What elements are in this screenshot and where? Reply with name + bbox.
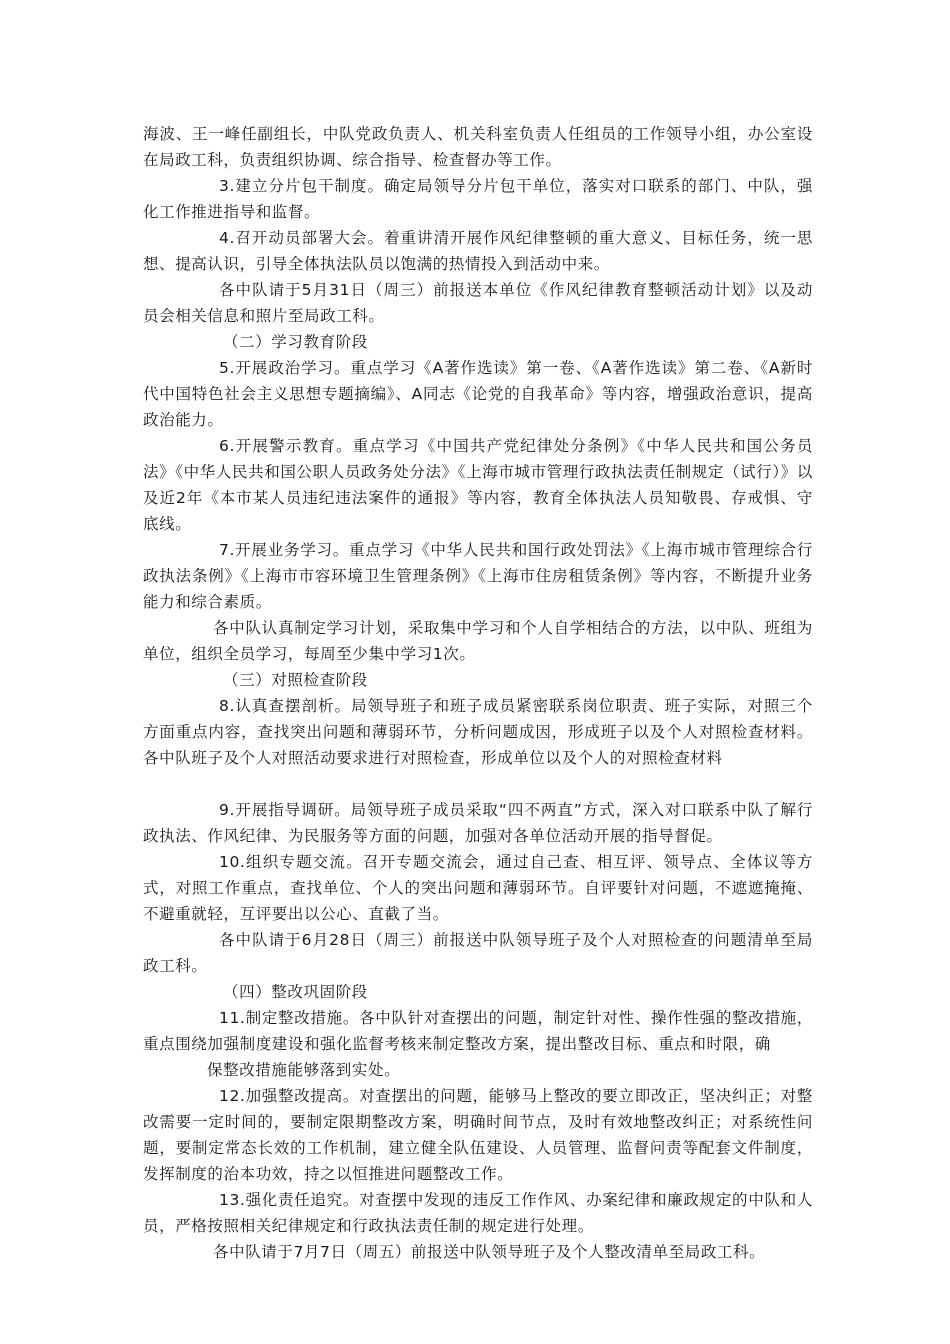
paragraph-deadline-july: 各中队请于7月7日（周五）前报送中队领导班子及个人整改清单至局政工科。 [213, 1243, 766, 1261]
section-heading-check: （三）对照检查阶段 [223, 671, 368, 689]
paragraph-item-6: 6.开展警示教育。重点学习《中国共产党纪律处分条例》《中华人民共和国公务员法》《中华人民共和国公职人员政务处分法》《上海市城市管理行政执法责任制规定（试行）》以及近2年《本市某人员违纪违法案件的通报》等内容，教育全体执法人员知敬畏、存戒惧、守底线。 [143, 437, 813, 533]
paragraph-item-3: 3.建立分片包干制度。确定局领导分片包干单位，落实对口联系的部门、中队，强化工作推进指导和监督。 [143, 177, 813, 221]
paragraph-item-11-continued: 保整改措施能够落到实处。 [207, 1061, 401, 1079]
paragraph-item-9: 9.开展指导调研。局领导班子成员采取“四不两直”方式，深入对口联系中队了解行政执法、作风纪律、为民服务等方面的问题，加强对各单位活动开展的指导督促。 [143, 801, 813, 845]
section-heading-study: （二）学习教育阶段 [223, 333, 368, 351]
paragraph-item-12: 12.加强整改提高。对查摆出的问题，能够马上整改的要立即改正，坚决纠正；对整改需要一定时间的，要制定限期整改方案，明确时间节点，及时有效地整改纠正；对系统性问题，要制定常态长效的工作机制，建立健全队伍建设、人员管理、监督问责等配套文件制度，发挥制度的治本功效，持之以恒推进问题整改工作。 [143, 1087, 813, 1183]
paragraph-deadline-june: 各中队请于6月28日（周三）前报送中队领导班子及个人对照检查的问题清单至局政工科。 [143, 931, 813, 975]
blank-line [143, 771, 813, 797]
paragraph-item-4: 4.召开动员部署大会。着重讲清开展作风纪律整顿的重大意义、目标任务，统一思想、提高认识，引导全体执法队员以饱满的热情投入到活动中来。 [143, 229, 813, 273]
paragraph-item-11: 11.制定整改措施。各中队针对查摆出的问题，制定针对性、操作性强的整改措施，重点围绕加强制度建设和强化监督考核来制定整改方案，提出整改目标、重点和时限，确 [143, 1009, 813, 1053]
section-heading-rectify: （四）整改巩固阶段 [223, 983, 368, 1001]
paragraph-study-plan: 各中队认真制定学习计划，采取集中学习和个人自学相结合的方法，以中队、班组为单位，组织全员学习，每周至少集中学习1次。 [143, 619, 813, 663]
paragraph-item-13: 13.强化责任追究。对查摆中发现的违反工作作风、办案纪律和廉政规定的中队和人员，严格按照相关纪律规定和行政执法责任制的规定进行处理。 [143, 1191, 813, 1235]
paragraph-leader-group: 海波、王一峰任副组长，中队党政负责人、机关科室负责人任组员的工作领导小组，办公室设在局政工科，负责组织协调、综合指导、检查督办等工作。 [143, 125, 813, 169]
paragraph-item-10: 10.组织专题交流。召开专题交流会，通过自己查、相互评、领导点、全体议等方式，对照工作重点，查找单位、个人的突出问题和薄弱环节。自评要针对问题，不遮遮掩掩、不避重就轻，互评要出以公心、直截了当。 [143, 853, 813, 923]
paragraph-item-5: 5.开展政治学习。重点学习《A著作选读》第一卷、《A著作选读》第二卷、《A新时代中国特色社会主义思想专题摘编》、A同志《论党的自我革命》等内容，增强政治意识，提高政治能力。 [143, 359, 813, 429]
paragraph-deadline-may: 各中队请于5月31日（周三）前报送本单位《作风纪律教育整顿活动计划》以及动员会相关信息和照片至局政工科。 [143, 281, 813, 325]
paragraph-item-8: 8.认真查摆剖析。局领导班子和班子成员紧密联系岗位职责、班子实际，对照三个方面重点内容，查找突出问题和薄弱环节，分析问题成因，形成班子以及个人对照检查材料。各中队班子及个人对照活动要求进行对照检查，形成单位以及个人的对照检查材料 [143, 697, 813, 767]
paragraph-item-7: 7.开展业务学习。重点学习《中华人民共和国行政处罚法》《上海市城市管理综合行政执法条例》《上海市市容环境卫生管理条例》《上海市住房租赁条例》等内容，不断提升业务能力和综合素质。 [143, 541, 813, 611]
document-body [143, 121, 813, 1265]
